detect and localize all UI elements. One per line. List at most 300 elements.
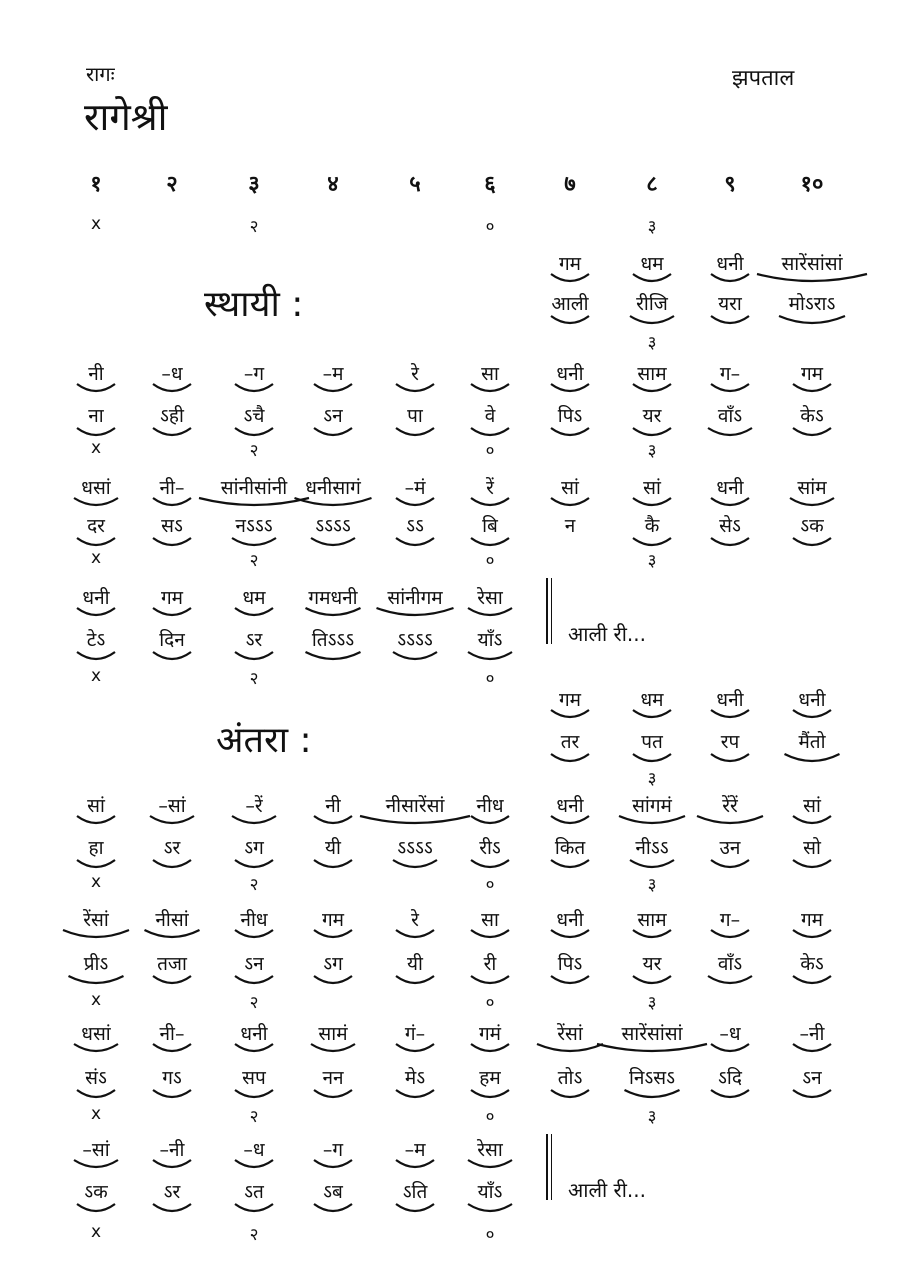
slur-arc: [711, 538, 749, 545]
taal-marker: २: [249, 669, 259, 689]
swara-note: नी: [325, 795, 341, 817]
swara-note: रेसा: [477, 587, 503, 609]
slur-arc: [235, 608, 273, 615]
taal-marker: ०: [485, 1225, 495, 1245]
lyric-syllable: दर: [87, 515, 105, 537]
swara-note: गमं: [478, 1023, 502, 1045]
slur-arc: [314, 816, 352, 823]
slur-arc: [633, 428, 671, 435]
lyric-syllable: केऽ: [800, 953, 824, 975]
lyric-syllable: न: [564, 515, 576, 537]
slur-arc: [711, 316, 749, 323]
slur-arc: [396, 1204, 434, 1211]
lyric-syllable: ऽऽ: [406, 515, 424, 537]
lyric-syllable: यरा: [718, 293, 742, 315]
slur-arc: [69, 976, 124, 983]
slur-arc: [77, 538, 115, 545]
taal-marker: ३: [647, 993, 657, 1013]
slur-arc: [232, 816, 276, 823]
swara-note: धनी: [716, 253, 744, 275]
sthayi-heading: स्थायी :: [204, 284, 304, 325]
taal-marker: ३: [647, 333, 657, 353]
swara-note: धनी: [556, 795, 584, 817]
slur-arc: [711, 274, 749, 281]
slur-arc: [779, 316, 845, 323]
swara-note: गम: [160, 587, 184, 609]
slur-arc: [77, 816, 115, 823]
slur-arc: [306, 608, 361, 615]
swara-note: साम: [637, 363, 667, 385]
taal-marker: २: [249, 1225, 259, 1245]
lyric-syllable: केऽ: [800, 405, 824, 427]
slur-arc: [77, 428, 115, 435]
slur-arc: [396, 976, 434, 983]
slur-arc: [235, 1044, 273, 1051]
slur-arc: [314, 860, 352, 867]
swara-note: धनी: [798, 689, 826, 711]
slur-arc: [74, 1160, 118, 1167]
slur-arc: [597, 1044, 707, 1051]
slur-arc: [619, 816, 685, 823]
taal-marker: २: [249, 441, 259, 461]
slur-arc: [235, 1090, 273, 1097]
raag-name: रागेश्री: [84, 95, 168, 139]
swara-note: नी–: [159, 1023, 185, 1045]
lyric-syllable: यी: [407, 953, 423, 975]
swara-note: गम: [321, 909, 345, 931]
lyric-syllable: ऽक: [800, 515, 824, 537]
slur-arc: [396, 930, 434, 937]
swara-note: रे: [411, 909, 419, 931]
lyric-syllable: वे: [484, 405, 496, 427]
slur-arc: [711, 860, 749, 867]
slur-arc: [393, 652, 437, 659]
lyric-syllable: कै: [644, 515, 660, 537]
swara-note: –नी: [799, 1023, 825, 1045]
slur-arc: [77, 860, 115, 867]
swara-note: धनीसागं: [305, 477, 361, 499]
lyric-syllable: प्रीऽ: [83, 953, 109, 975]
slur-arc: [633, 498, 671, 505]
taal-marker: २: [249, 875, 259, 895]
slur-arc: [77, 652, 115, 659]
swara-note: –ध: [243, 1139, 265, 1161]
slur-arc: [199, 498, 309, 505]
lyric-syllable: बि: [482, 515, 498, 537]
slur-arc: [633, 930, 671, 937]
refrain-text: आली री...: [568, 1178, 646, 1202]
lyric-syllable: री: [483, 953, 497, 975]
slur-arc: [396, 498, 434, 505]
slur-arc: [551, 428, 589, 435]
slur-arc: [471, 428, 509, 435]
slur-arc: [793, 428, 831, 435]
slur-arc: [551, 710, 589, 717]
lyric-syllable: ऽन: [244, 953, 264, 975]
taal-marker: २: [249, 551, 259, 571]
slur-arc: [150, 816, 194, 823]
swara-note: नी–: [159, 477, 185, 499]
beat-9: ९: [724, 172, 736, 197]
slur-arc: [377, 608, 454, 615]
slur-arc: [711, 754, 749, 761]
beat-7: ७: [564, 172, 576, 197]
lyric-syllable: ऽक: [84, 1181, 108, 1203]
slur-arc: [697, 816, 763, 823]
lyric-syllable: पत: [641, 731, 663, 753]
slur-arc: [551, 860, 589, 867]
lyric-syllable: हम: [479, 1067, 501, 1089]
lyric-syllable: सप: [242, 1067, 266, 1089]
slur-arc: [793, 976, 831, 983]
slur-arc: [708, 428, 752, 435]
lyric-syllable: नीऽऽ: [635, 837, 669, 859]
slur-arc: [471, 498, 509, 505]
swara-note: –ग: [322, 1139, 344, 1161]
slur-arc: [633, 384, 671, 391]
swara-note: सां: [803, 795, 821, 817]
slur-arc: [630, 316, 674, 323]
slur-arc: [314, 1160, 352, 1167]
lyric-syllable: याँऽ: [477, 629, 503, 651]
swara-note: नीसां: [155, 909, 189, 931]
lyric-syllable: तजा: [157, 953, 187, 975]
slur-arc: [551, 316, 589, 323]
lyric-syllable: ऽऽऽऽ: [315, 515, 351, 537]
swara-note: रे: [411, 363, 419, 385]
lyric-syllable: उन: [719, 837, 741, 859]
swara-note: सां: [561, 477, 579, 499]
lyric-syllable: ऽग: [323, 953, 343, 975]
lyric-syllable: ऽति: [402, 1181, 428, 1203]
slur-arc: [551, 754, 589, 761]
slur-arc: [793, 538, 831, 545]
lyric-syllable: कित: [554, 837, 586, 859]
swara-note: सां: [87, 795, 105, 817]
swara-note: –ध: [161, 363, 183, 385]
swara-note: –म: [404, 1139, 426, 1161]
lyric-syllable: पा: [407, 405, 423, 427]
taal-marker: ०: [485, 875, 495, 895]
slur-arc: [551, 930, 589, 937]
lyric-syllable: रीजि: [636, 293, 668, 315]
slur-arc: [630, 860, 674, 867]
swara-note: धम: [242, 587, 266, 609]
slur-arc: [468, 1160, 512, 1167]
swara-note: धनी: [716, 477, 744, 499]
slur-arc: [153, 384, 191, 391]
slur-arc: [235, 930, 273, 937]
taal-marker: ३: [647, 551, 657, 571]
swara-note: गम: [800, 909, 824, 931]
slur-arc: [235, 1204, 273, 1211]
swara-note: –मं: [404, 477, 426, 499]
swara-note: सांम: [797, 477, 827, 499]
slur-arc: [77, 1204, 115, 1211]
beat-1: १: [90, 172, 102, 197]
slur-arc: [708, 976, 752, 983]
lyric-syllable: ऽब: [323, 1181, 343, 1203]
swara-note: धनी: [556, 909, 584, 931]
swara-note: धसां: [81, 477, 111, 499]
swara-note: सां: [643, 477, 661, 499]
swara-note: धनी: [240, 1023, 268, 1045]
swara-note: –ध: [719, 1023, 741, 1045]
beat-5: ५: [409, 172, 421, 197]
beat-10: १०: [800, 172, 824, 197]
swara-note: सांगमं: [632, 795, 672, 817]
slur-arc: [311, 1044, 355, 1051]
swara-note: रेंसां: [83, 909, 109, 931]
slur-arc: [633, 754, 671, 761]
raag-label: रागः: [86, 62, 115, 86]
beat-4: ४: [327, 172, 339, 197]
lyric-syllable: ऽन: [323, 405, 343, 427]
slur-arc: [145, 930, 200, 937]
lyric-syllable: वाँऽ: [717, 953, 743, 975]
slur-arc: [793, 384, 831, 391]
swara-note: –म: [322, 363, 344, 385]
swara-note: धनी: [82, 587, 110, 609]
lyric-syllable: ऽर: [163, 837, 181, 859]
slur-arc: [551, 498, 589, 505]
slur-arc: [306, 652, 361, 659]
slur-arc: [711, 1044, 749, 1051]
swara-note: ग–: [719, 363, 741, 385]
swara-note: –ग: [243, 363, 265, 385]
slur-arc: [471, 976, 509, 983]
slur-arc: [551, 976, 589, 983]
slur-arc: [471, 538, 509, 545]
lyric-syllable: दिन: [159, 629, 185, 651]
slur-arc: [633, 274, 671, 281]
slur-arc: [471, 1044, 509, 1051]
slur-arc: [74, 498, 118, 505]
taal-marker: ३: [647, 441, 657, 461]
taal-marker: ०: [485, 217, 495, 237]
slur-arc: [77, 1090, 115, 1097]
swara-note: साम: [637, 909, 667, 931]
taal-marker: x: [90, 548, 102, 568]
refrain-text: आली री...: [568, 622, 646, 646]
taal-name: झपताल: [732, 66, 795, 91]
slur-arc: [711, 384, 749, 391]
slur-arc: [311, 538, 355, 545]
slur-arc: [757, 274, 867, 281]
slur-arc: [63, 930, 129, 937]
slur-arc: [77, 608, 115, 615]
slur-arc: [537, 1044, 603, 1051]
lyric-syllable: ऽर: [163, 1181, 181, 1203]
slur-arc: [153, 1044, 191, 1051]
slur-arc: [396, 384, 434, 391]
lyric-syllable: तर: [560, 731, 580, 753]
taal-marker: २: [249, 217, 259, 237]
lyric-syllable: मोऽराऽ: [788, 293, 836, 315]
lyric-syllable: ऽर: [245, 629, 263, 651]
taal-marker: x: [90, 872, 102, 892]
slur-arc: [793, 930, 831, 937]
taal-marker: ३: [647, 769, 657, 789]
swara-note: –सां: [158, 795, 186, 817]
lyric-syllable: यी: [325, 837, 341, 859]
swara-note: –रें: [245, 795, 263, 817]
swara-note: –सां: [82, 1139, 110, 1161]
slur-arc: [711, 1090, 749, 1097]
swara-note: रेंरें: [722, 795, 738, 817]
slur-arc: [153, 1204, 191, 1211]
lyric-syllable: आली: [551, 293, 589, 315]
lyric-syllable: हा: [88, 837, 104, 859]
slur-arc: [793, 710, 831, 717]
swara-note: नीसारेंसां: [385, 795, 445, 817]
slur-arc: [235, 652, 273, 659]
slur-arc: [314, 1090, 352, 1097]
swara-note: सांनीसांनी: [220, 477, 288, 499]
slur-arc: [793, 860, 831, 867]
swara-note: सांनीगम: [387, 587, 443, 609]
swara-note: गमधनी: [308, 587, 358, 609]
slur-arc: [633, 538, 671, 545]
slur-arc: [153, 1090, 191, 1097]
slur-arc: [551, 816, 589, 823]
slur-arc: [314, 1204, 352, 1211]
lyric-syllable: नन: [322, 1067, 344, 1089]
lyric-syllable: ऽत: [244, 1181, 264, 1203]
swara-note: सा: [481, 909, 499, 931]
slur-arc: [314, 428, 352, 435]
slur-arc: [235, 1160, 273, 1167]
slur-arc: [468, 608, 512, 615]
slur-arc: [793, 1044, 831, 1051]
swara-note: सामं: [318, 1023, 348, 1045]
taal-marker: २: [249, 993, 259, 1013]
lyric-syllable: ऽऽऽऽ: [397, 629, 433, 651]
slur-arc: [471, 860, 509, 867]
swara-note: गं–: [404, 1023, 426, 1045]
slur-arc: [153, 538, 191, 545]
taal-marker: x: [90, 438, 102, 458]
swara-note: नी: [88, 363, 104, 385]
lyric-syllable: ऽन: [802, 1067, 822, 1089]
swara-note: नीध: [476, 795, 504, 817]
slur-arc: [471, 1090, 509, 1097]
lyric-syllable: तोऽ: [557, 1067, 583, 1089]
slur-arc: [471, 816, 509, 823]
beat-2: २: [166, 172, 178, 197]
slur-arc: [551, 1090, 589, 1097]
swara-note: धसां: [81, 1023, 111, 1045]
beat-8: ८: [646, 172, 658, 197]
slur-arc: [232, 538, 276, 545]
slur-arc: [396, 428, 434, 435]
slur-arc: [153, 608, 191, 615]
lyric-syllable: ऽऽऽऽ: [397, 837, 433, 859]
beat-6: ६: [484, 172, 496, 197]
slur-arc: [790, 498, 834, 505]
slur-arc: [633, 710, 671, 717]
slur-arc: [77, 384, 115, 391]
slur-arc: [711, 930, 749, 937]
slur-arc: [314, 976, 352, 983]
taal-marker: २: [249, 1107, 259, 1127]
slur-arc: [396, 538, 434, 545]
taal-marker: ३: [647, 1107, 657, 1127]
swara-note: रें: [486, 477, 494, 499]
taal-marker: x: [90, 990, 102, 1010]
lyric-syllable: गऽ: [162, 1067, 182, 1089]
lyric-syllable: तिऽऽऽ: [311, 629, 355, 651]
lyric-syllable: ऽदि: [718, 1067, 742, 1089]
swara-note: गम: [800, 363, 824, 385]
taal-marker: ०: [485, 441, 495, 461]
slur-arc: [153, 976, 191, 983]
slur-arc: [74, 1044, 118, 1051]
slur-arc: [396, 1160, 434, 1167]
lyric-syllable: वाँऽ: [717, 405, 743, 427]
lyric-syllable: मेऽ: [404, 1067, 426, 1089]
slur-arc: [711, 710, 749, 717]
slur-arc: [153, 428, 191, 435]
slur-arc: [393, 860, 437, 867]
slur-arc: [235, 976, 273, 983]
lyric-syllable: ऽग: [244, 837, 264, 859]
slur-arc: [153, 498, 191, 505]
lyric-syllable: ना: [88, 405, 104, 427]
slur-arc: [153, 652, 191, 659]
slur-arc: [793, 1090, 831, 1097]
slur-arc: [468, 1204, 512, 1211]
antara-heading: अंतरा :: [216, 720, 312, 761]
lyric-syllable: याँऽ: [477, 1181, 503, 1203]
swara-note: सारेंसांसां: [781, 253, 843, 275]
slur-arc: [551, 384, 589, 391]
lyric-syllable: मैंतो: [798, 731, 826, 753]
taal-marker: ३: [647, 875, 657, 895]
lyric-syllable: ऽचै: [243, 405, 265, 427]
taal-marker: ०: [485, 551, 495, 571]
slur-arc: [314, 384, 352, 391]
slur-arc: [711, 498, 749, 505]
slur-arc: [785, 754, 840, 761]
slur-arc: [235, 384, 273, 391]
slur-arc: [793, 816, 831, 823]
slur-arc: [396, 1090, 434, 1097]
taal-marker: x: [90, 1222, 102, 1242]
swara-note: सारेंसांसां: [621, 1023, 683, 1045]
slur-arc: [314, 930, 352, 937]
swara-note: धम: [640, 689, 664, 711]
lyric-syllable: निऽसऽ: [628, 1067, 676, 1089]
taal-marker: ३: [647, 217, 657, 237]
lyric-syllable: सऽ: [161, 515, 183, 537]
slur-arc: [153, 860, 191, 867]
taal-marker: ०: [485, 993, 495, 1013]
slur-arc: [633, 976, 671, 983]
swara-note: रेसा: [477, 1139, 503, 1161]
swara-note: धनी: [556, 363, 584, 385]
lyric-syllable: रीऽ: [479, 837, 501, 859]
slur-arc: [360, 816, 470, 823]
lyric-syllable: नऽऽऽ: [235, 515, 273, 537]
lyric-syllable: यर: [642, 405, 662, 427]
swara-note: ग–: [719, 909, 741, 931]
swara-note: नीध: [240, 909, 268, 931]
swara-note: धनी: [716, 689, 744, 711]
taal-marker: ०: [485, 1107, 495, 1127]
slur-arc: [396, 1044, 434, 1051]
slur-arc: [468, 652, 512, 659]
